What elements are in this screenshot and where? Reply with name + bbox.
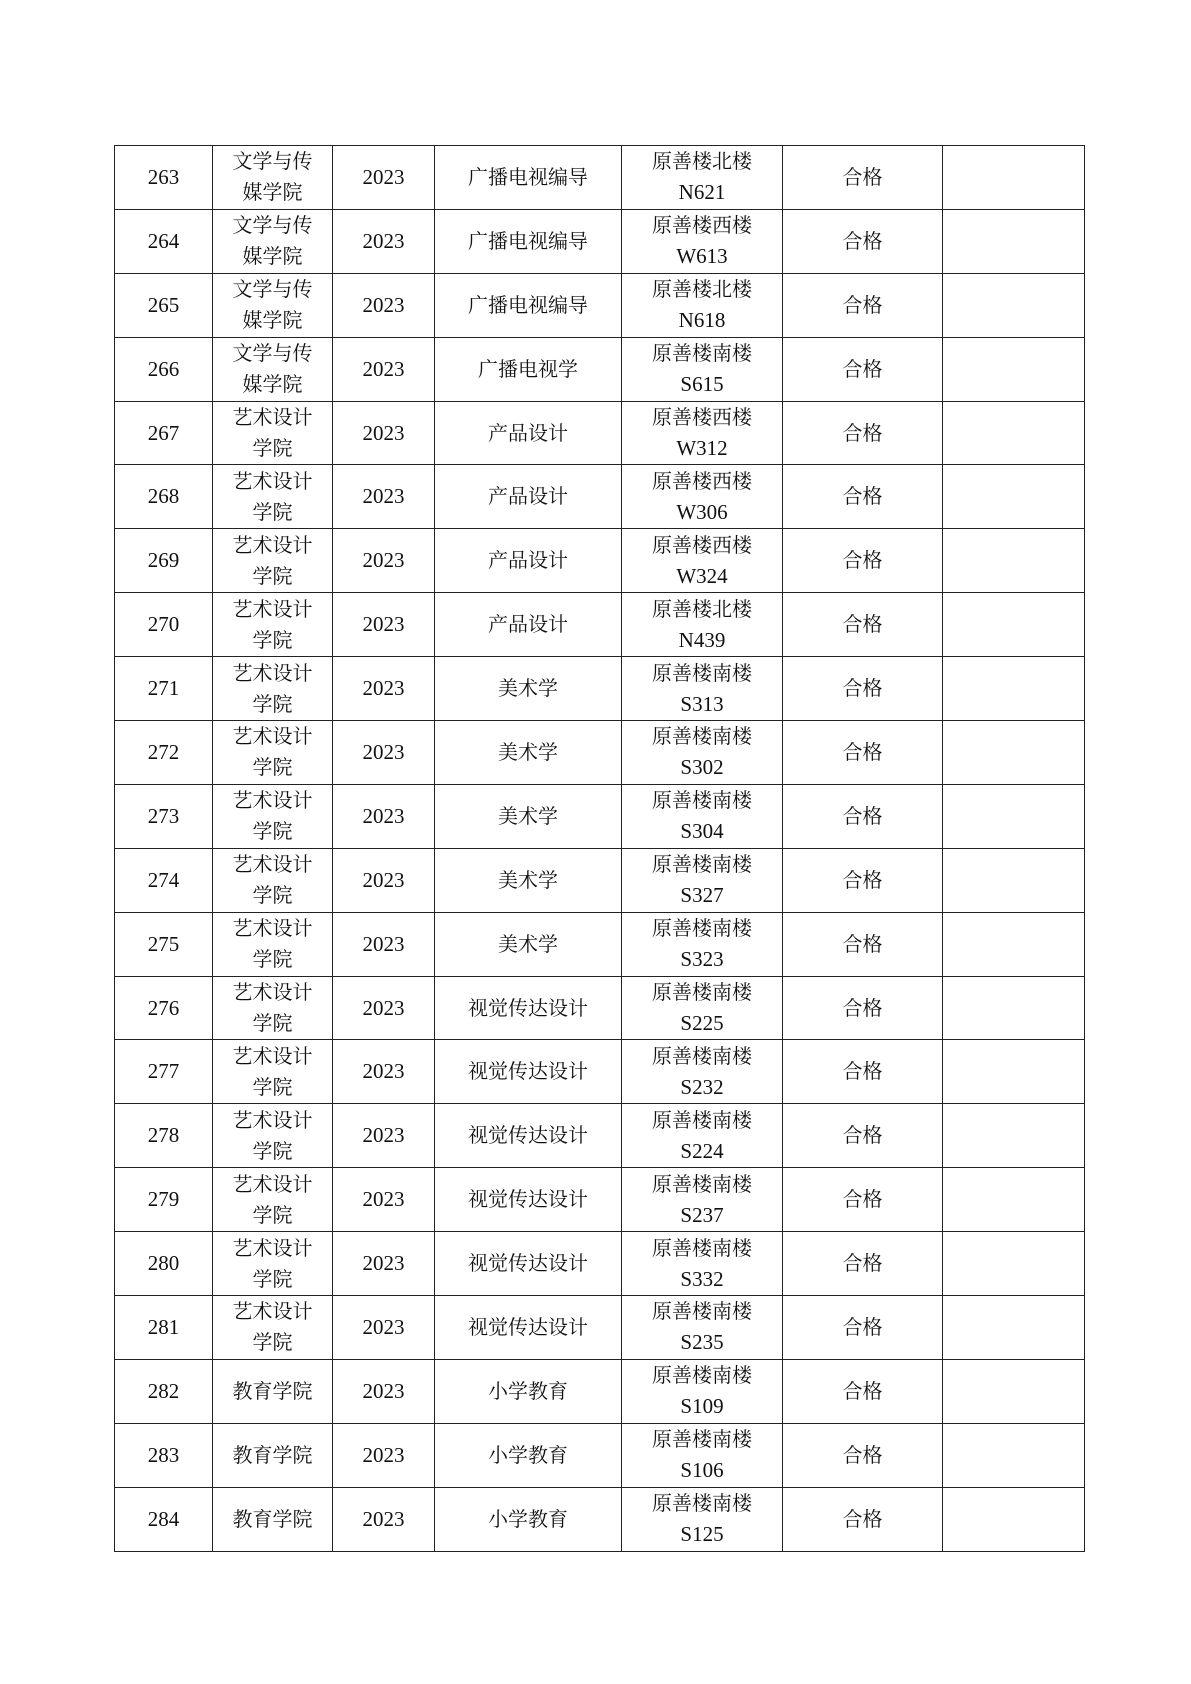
college-cell-line: 文学与传 bbox=[232, 213, 313, 238]
row-number-cell: 265 bbox=[115, 273, 213, 337]
college-cell-line: 学院 bbox=[252, 691, 293, 716]
room-cell-line: N621 bbox=[678, 180, 726, 205]
table-row bbox=[115, 784, 1085, 848]
year-cell: 2023 bbox=[333, 657, 435, 721]
room-cell-line: 原善楼南楼 bbox=[652, 1107, 752, 1132]
note-cell bbox=[943, 337, 1085, 401]
room-cell bbox=[622, 465, 783, 529]
college-cell-line: 文学与传 bbox=[232, 149, 313, 174]
college-cell-line: 学院 bbox=[252, 883, 293, 908]
room-cell-line: 原善楼西楼 bbox=[652, 213, 752, 238]
room-cell-line: S106 bbox=[680, 1458, 724, 1483]
room-cell-line: W312 bbox=[676, 436, 728, 460]
note-cell bbox=[943, 1487, 1085, 1551]
major-cell: 产品设计 bbox=[435, 593, 622, 657]
room-cell-line: 原善楼西楼 bbox=[652, 532, 752, 557]
room-cell-line: W324 bbox=[676, 563, 728, 588]
room-cell-line: 原善楼南楼 bbox=[652, 1235, 752, 1260]
college-cell-line: 艺术设计 bbox=[232, 1235, 313, 1260]
row-number-cell: 279 bbox=[115, 1168, 213, 1232]
table-row bbox=[115, 1104, 1085, 1168]
room-cell bbox=[622, 1168, 783, 1232]
result-cell: 合格 bbox=[783, 529, 943, 593]
row-number-cell: 275 bbox=[115, 912, 213, 976]
row-number-cell: 264 bbox=[115, 209, 213, 273]
college-cell bbox=[213, 1359, 333, 1423]
year-cell: 2023 bbox=[333, 721, 435, 785]
note-cell bbox=[943, 1040, 1085, 1104]
year-cell: 2023 bbox=[333, 273, 435, 337]
college-cell-line: 艺术设计 bbox=[232, 916, 313, 941]
college-cell bbox=[213, 1296, 333, 1360]
year-cell: 2023 bbox=[333, 465, 435, 529]
row-number-cell: 266 bbox=[115, 337, 213, 401]
note-cell bbox=[943, 465, 1085, 529]
room-cell bbox=[622, 848, 783, 912]
college-cell-line: 艺术设计 bbox=[232, 980, 313, 1005]
result-cell: 合格 bbox=[783, 784, 943, 848]
room-cell bbox=[622, 337, 783, 401]
room-cell-line: S235 bbox=[680, 1330, 724, 1355]
room-cell bbox=[622, 1359, 783, 1423]
result-cell: 合格 bbox=[783, 593, 943, 657]
result-cell: 合格 bbox=[783, 848, 943, 912]
table-row bbox=[115, 1487, 1085, 1551]
result-cell: 合格 bbox=[783, 337, 943, 401]
major-cell: 小学教育 bbox=[435, 1487, 622, 1551]
room-cell bbox=[622, 976, 783, 1040]
college-cell-line: 艺术设计 bbox=[232, 1043, 313, 1068]
year-cell: 2023 bbox=[333, 1232, 435, 1296]
table-row bbox=[115, 1040, 1085, 1104]
room-cell-line: 原善楼南楼 bbox=[652, 916, 752, 941]
year-cell: 2023 bbox=[333, 337, 435, 401]
result-cell: 合格 bbox=[783, 273, 943, 337]
college-cell bbox=[213, 848, 333, 912]
college-cell-line: 学院 bbox=[252, 627, 293, 652]
room-cell-line: W306 bbox=[676, 499, 728, 524]
year-cell: 2023 bbox=[333, 784, 435, 848]
major-cell: 广播电视编导 bbox=[435, 273, 622, 337]
result-cell: 合格 bbox=[783, 1296, 943, 1360]
room-cell bbox=[622, 784, 783, 848]
year-cell: 2023 bbox=[333, 1296, 435, 1360]
room-cell-line: S109 bbox=[680, 1394, 724, 1419]
room-cell-line: S237 bbox=[680, 1202, 724, 1227]
room-cell bbox=[622, 401, 783, 465]
table-row bbox=[115, 1423, 1085, 1487]
major-cell: 视觉传达设计 bbox=[435, 1040, 622, 1104]
college-cell bbox=[213, 784, 333, 848]
year-cell: 2023 bbox=[333, 976, 435, 1040]
room-cell-line: N618 bbox=[678, 308, 726, 333]
college-cell-line: 教育学院 bbox=[232, 1506, 313, 1531]
room-cell bbox=[622, 912, 783, 976]
year-cell: 2023 bbox=[333, 1359, 435, 1423]
college-cell-line: 学院 bbox=[252, 1202, 293, 1227]
major-cell: 视觉传达设计 bbox=[435, 1168, 622, 1232]
major-cell: 美术学 bbox=[435, 912, 622, 976]
room-cell bbox=[622, 593, 783, 657]
note-cell bbox=[943, 976, 1085, 1040]
table-row bbox=[115, 593, 1085, 657]
room-cell-line: 原善楼南楼 bbox=[652, 852, 752, 877]
room-cell-line: N439 bbox=[678, 627, 726, 652]
row-number-cell: 274 bbox=[115, 848, 213, 912]
year-cell: 2023 bbox=[333, 209, 435, 273]
row-number-cell: 273 bbox=[115, 784, 213, 848]
note-cell bbox=[943, 848, 1085, 912]
year-cell: 2023 bbox=[333, 401, 435, 465]
table-row bbox=[115, 976, 1085, 1040]
note-cell bbox=[943, 912, 1085, 976]
year-cell: 2023 bbox=[333, 912, 435, 976]
year-cell: 2023 bbox=[333, 1168, 435, 1232]
row-number-cell: 278 bbox=[115, 1104, 213, 1168]
college-cell-line: 文学与传 bbox=[232, 277, 313, 302]
room-cell-line: 原善楼南楼 bbox=[652, 1171, 752, 1196]
note-cell bbox=[943, 1423, 1085, 1487]
college-cell bbox=[213, 273, 333, 337]
room-cell-line: 原善楼西楼 bbox=[652, 405, 752, 429]
room-cell-line: 原善楼南楼 bbox=[652, 1427, 752, 1452]
room-cell-line: 原善楼北楼 bbox=[652, 149, 752, 174]
college-cell-line: 学院 bbox=[252, 1330, 293, 1355]
major-cell: 小学教育 bbox=[435, 1423, 622, 1487]
row-number-cell: 269 bbox=[115, 529, 213, 593]
college-cell-line: 教育学院 bbox=[232, 1378, 313, 1403]
result-cell: 合格 bbox=[783, 1359, 943, 1423]
college-cell-line: 文学与传 bbox=[232, 341, 313, 366]
major-cell: 视觉传达设计 bbox=[435, 1104, 622, 1168]
college-cell-line: 学院 bbox=[252, 755, 293, 780]
room-cell-line: 原善楼南楼 bbox=[652, 1043, 752, 1068]
college-cell-line: 学院 bbox=[252, 563, 293, 588]
room-cell-line: S125 bbox=[680, 1522, 724, 1547]
table-row bbox=[115, 209, 1085, 273]
college-cell-line: 学院 bbox=[252, 1266, 293, 1291]
college-cell-line: 学院 bbox=[252, 1138, 293, 1163]
room-cell bbox=[622, 1423, 783, 1487]
room-cell bbox=[622, 146, 783, 210]
room-cell bbox=[622, 657, 783, 721]
college-cell bbox=[213, 209, 333, 273]
college-cell-line: 媒学院 bbox=[242, 308, 303, 333]
college-cell-line: 艺术设计 bbox=[232, 852, 313, 877]
major-cell: 广播电视编导 bbox=[435, 209, 622, 273]
row-number-cell: 276 bbox=[115, 976, 213, 1040]
college-cell-line: 学院 bbox=[252, 436, 293, 460]
college-cell bbox=[213, 1168, 333, 1232]
result-cell: 合格 bbox=[783, 465, 943, 529]
college-cell-line: 学院 bbox=[252, 947, 293, 972]
year-cell: 2023 bbox=[333, 1040, 435, 1104]
major-cell: 广播电视编导 bbox=[435, 146, 622, 210]
room-cell-line: S224 bbox=[680, 1138, 724, 1163]
room-cell-line: 原善楼南楼 bbox=[652, 788, 752, 813]
table-row bbox=[115, 529, 1085, 593]
note-cell bbox=[943, 146, 1085, 210]
college-cell bbox=[213, 976, 333, 1040]
college-cell-line: 媒学院 bbox=[242, 244, 303, 269]
table-row bbox=[115, 721, 1085, 785]
room-cell-line: 原善楼南楼 bbox=[652, 341, 752, 366]
college-cell-line: 艺术设计 bbox=[232, 532, 313, 557]
room-cell-line: 原善楼西楼 bbox=[652, 468, 752, 493]
note-cell bbox=[943, 721, 1085, 785]
result-cell: 合格 bbox=[783, 146, 943, 210]
college-cell-line: 艺术设计 bbox=[232, 596, 313, 621]
table-row bbox=[115, 1232, 1085, 1296]
year-cell: 2023 bbox=[333, 1423, 435, 1487]
result-cell: 合格 bbox=[783, 912, 943, 976]
table-row bbox=[115, 848, 1085, 912]
result-cell: 合格 bbox=[783, 401, 943, 465]
room-cell-line: S225 bbox=[680, 1011, 724, 1036]
room-cell-line: S323 bbox=[680, 947, 724, 972]
room-cell-line: S615 bbox=[680, 372, 724, 397]
year-cell: 2023 bbox=[333, 529, 435, 593]
college-cell bbox=[213, 337, 333, 401]
result-cell: 合格 bbox=[783, 657, 943, 721]
major-cell: 产品设计 bbox=[435, 529, 622, 593]
college-cell bbox=[213, 1487, 333, 1551]
room-cell-line: S327 bbox=[680, 883, 724, 908]
college-cell bbox=[213, 657, 333, 721]
year-cell: 2023 bbox=[333, 593, 435, 657]
table-row bbox=[115, 337, 1085, 401]
college-cell bbox=[213, 465, 333, 529]
note-cell bbox=[943, 784, 1085, 848]
college-cell-line: 教育学院 bbox=[232, 1442, 313, 1467]
college-cell bbox=[213, 1423, 333, 1487]
room-cell bbox=[622, 1104, 783, 1168]
room-cell bbox=[622, 529, 783, 593]
result-cell: 合格 bbox=[783, 1487, 943, 1551]
note-cell bbox=[943, 1104, 1085, 1168]
table-row bbox=[115, 273, 1085, 337]
note-cell bbox=[943, 529, 1085, 593]
note-cell bbox=[943, 657, 1085, 721]
note-cell bbox=[943, 1168, 1085, 1232]
table-row bbox=[115, 1359, 1085, 1423]
college-cell-line: 艺术设计 bbox=[232, 468, 313, 493]
college-cell bbox=[213, 529, 333, 593]
college-cell bbox=[213, 1040, 333, 1104]
major-cell: 美术学 bbox=[435, 784, 622, 848]
major-cell: 美术学 bbox=[435, 848, 622, 912]
room-cell bbox=[622, 1296, 783, 1360]
room-cell-line: 原善楼南楼 bbox=[652, 660, 752, 685]
result-cell: 合格 bbox=[783, 1104, 943, 1168]
major-cell: 产品设计 bbox=[435, 465, 622, 529]
row-number-cell: 268 bbox=[115, 465, 213, 529]
note-cell bbox=[943, 401, 1085, 465]
row-number-cell: 270 bbox=[115, 593, 213, 657]
college-cell bbox=[213, 593, 333, 657]
year-cell: 2023 bbox=[333, 848, 435, 912]
row-number-cell: 267 bbox=[115, 401, 213, 465]
result-cell: 合格 bbox=[783, 1232, 943, 1296]
result-cell: 合格 bbox=[783, 721, 943, 785]
room-cell-line: S232 bbox=[680, 1074, 724, 1099]
result-cell: 合格 bbox=[783, 209, 943, 273]
note-cell bbox=[943, 273, 1085, 337]
college-cell-line: 媒学院 bbox=[242, 180, 303, 205]
result-cell: 合格 bbox=[783, 1423, 943, 1487]
room-cell bbox=[622, 1040, 783, 1104]
result-cell: 合格 bbox=[783, 1040, 943, 1104]
college-cell-line: 艺术设计 bbox=[232, 1299, 313, 1324]
college-cell bbox=[213, 1232, 333, 1296]
room-cell-line: S332 bbox=[680, 1266, 724, 1291]
college-cell-line: 学院 bbox=[252, 1011, 293, 1036]
row-number-cell: 280 bbox=[115, 1232, 213, 1296]
row-number-cell: 284 bbox=[115, 1487, 213, 1551]
college-cell-line: 艺术设计 bbox=[232, 1107, 313, 1132]
table-row bbox=[115, 1296, 1085, 1360]
college-cell bbox=[213, 721, 333, 785]
major-cell: 视觉传达设计 bbox=[435, 1232, 622, 1296]
year-cell: 2023 bbox=[333, 146, 435, 210]
room-cell-line: S302 bbox=[680, 755, 724, 780]
college-cell-line: 媒学院 bbox=[242, 372, 303, 397]
row-number-cell: 271 bbox=[115, 657, 213, 721]
result-cell: 合格 bbox=[783, 976, 943, 1040]
year-cell: 2023 bbox=[333, 1104, 435, 1168]
major-cell: 产品设计 bbox=[435, 401, 622, 465]
row-number-cell: 277 bbox=[115, 1040, 213, 1104]
table-row bbox=[115, 465, 1085, 529]
room-cell-line: 原善楼南楼 bbox=[652, 1491, 752, 1516]
table-row bbox=[115, 1168, 1085, 1232]
row-number-cell: 272 bbox=[115, 721, 213, 785]
room-cell bbox=[622, 1232, 783, 1296]
major-cell: 美术学 bbox=[435, 721, 622, 785]
result-cell: 合格 bbox=[783, 1168, 943, 1232]
college-cell-line: 艺术设计 bbox=[232, 724, 313, 749]
college-cell bbox=[213, 146, 333, 210]
row-number-cell: 283 bbox=[115, 1423, 213, 1487]
major-cell: 小学教育 bbox=[435, 1359, 622, 1423]
row-number-cell: 281 bbox=[115, 1296, 213, 1360]
room-cell-line: W613 bbox=[676, 244, 728, 269]
room-cell bbox=[622, 273, 783, 337]
note-cell bbox=[943, 593, 1085, 657]
room-cell-line: 原善楼南楼 bbox=[652, 1299, 752, 1324]
room-cell bbox=[622, 1487, 783, 1551]
college-cell bbox=[213, 1104, 333, 1168]
table-body bbox=[115, 146, 1085, 1552]
room-cell bbox=[622, 721, 783, 785]
note-cell bbox=[943, 209, 1085, 273]
college-cell-line: 艺术设计 bbox=[232, 660, 313, 685]
note-cell bbox=[943, 1359, 1085, 1423]
major-cell: 视觉传达设计 bbox=[435, 976, 622, 1040]
college-cell-line: 艺术设计 bbox=[232, 788, 313, 813]
college-cell-line: 学院 bbox=[252, 499, 293, 524]
note-cell bbox=[943, 1296, 1085, 1360]
college-cell-line: 学院 bbox=[252, 1074, 293, 1099]
year-cell: 2023 bbox=[333, 1487, 435, 1551]
table-row bbox=[115, 401, 1085, 465]
note-cell bbox=[943, 1232, 1085, 1296]
room-cell-line: S304 bbox=[680, 819, 724, 844]
row-number-cell: 282 bbox=[115, 1359, 213, 1423]
college-cell-line: 艺术设计 bbox=[232, 1171, 313, 1196]
room-cell-line: 原善楼北楼 bbox=[652, 596, 752, 621]
room-cell-line: 原善楼南楼 bbox=[652, 1363, 752, 1388]
college-cell bbox=[213, 912, 333, 976]
major-cell: 视觉传达设计 bbox=[435, 1296, 622, 1360]
table-row bbox=[115, 146, 1085, 210]
row-number-cell: 263 bbox=[115, 146, 213, 210]
college-cell-line: 艺术设计 bbox=[232, 405, 313, 429]
room-cell-line: 原善楼南楼 bbox=[652, 724, 752, 749]
college-cell bbox=[213, 401, 333, 465]
table-row bbox=[115, 912, 1085, 976]
college-cell-line: 学院 bbox=[252, 819, 293, 844]
major-cell: 广播电视学 bbox=[435, 337, 622, 401]
room-cell-line: S313 bbox=[680, 691, 724, 716]
major-cell: 美术学 bbox=[435, 657, 622, 721]
inspection-results-table bbox=[114, 145, 1085, 1552]
room-cell bbox=[622, 209, 783, 273]
room-cell-line: 原善楼北楼 bbox=[652, 277, 752, 302]
room-cell-line: 原善楼南楼 bbox=[652, 980, 752, 1005]
table-row bbox=[115, 657, 1085, 721]
